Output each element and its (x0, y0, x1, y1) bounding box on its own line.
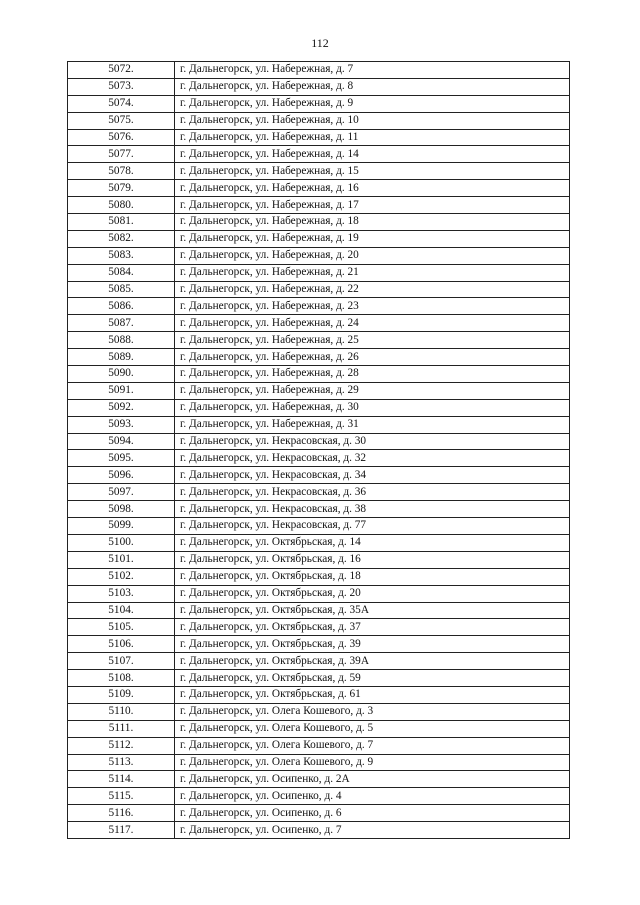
table-row (68, 298, 570, 315)
table-row (68, 670, 570, 687)
row-number: 5097. (68, 484, 175, 501)
row-number: 5079. (68, 180, 175, 197)
table-row (68, 805, 570, 822)
table-row (68, 484, 570, 501)
table-row (68, 450, 570, 467)
table-row (68, 737, 570, 754)
row-number: 5117. (68, 822, 175, 839)
table-row (68, 720, 570, 737)
table-row (68, 399, 570, 416)
address-table-body (68, 62, 570, 839)
row-address: г. Дальнегорск, ул. Набережная, д. 8 (175, 78, 570, 95)
row-address: г. Дальнегорск, ул. Набережная, д. 24 (175, 315, 570, 332)
row-address: г. Дальнегорск, ул. Октябрьская, д. 61 (175, 686, 570, 703)
row-address: г. Дальнегорск, ул. Некрасовская, д. 32 (175, 450, 570, 467)
row-number: 5110. (68, 703, 175, 720)
row-number: 5091. (68, 382, 175, 399)
table-row (68, 653, 570, 670)
table-row (68, 366, 570, 383)
row-number: 5105. (68, 619, 175, 636)
row-number: 5076. (68, 129, 175, 146)
row-number: 5098. (68, 501, 175, 518)
page-number: 112 (311, 36, 329, 50)
table-row (68, 180, 570, 197)
row-number: 5114. (68, 771, 175, 788)
row-number: 5073. (68, 78, 175, 95)
row-address: г. Дальнегорск, ул. Некрасовская, д. 77 (175, 518, 570, 535)
table-row (68, 686, 570, 703)
row-address: г. Дальнегорск, ул. Набережная, д. 30 (175, 399, 570, 416)
table-row (68, 281, 570, 298)
row-number: 5092. (68, 399, 175, 416)
row-address: г. Дальнегорск, ул. Набережная, д. 10 (175, 112, 570, 129)
address-table (67, 61, 570, 839)
row-address: г. Дальнегорск, ул. Набережная, д. 11 (175, 129, 570, 146)
row-number: 5087. (68, 315, 175, 332)
table-row (68, 771, 570, 788)
row-address: г. Дальнегорск, ул. Некрасовская, д. 34 (175, 467, 570, 484)
row-number: 5115. (68, 788, 175, 805)
table-row (68, 146, 570, 163)
table-row (68, 602, 570, 619)
table-row (68, 788, 570, 805)
row-number: 5112. (68, 737, 175, 754)
row-number: 5102. (68, 568, 175, 585)
table-row (68, 551, 570, 568)
row-number: 5101. (68, 551, 175, 568)
table-row (68, 822, 570, 839)
table-row (68, 534, 570, 551)
row-number: 5077. (68, 146, 175, 163)
row-address: г. Дальнегорск, ул. Олега Кошевого, д. 3 (175, 703, 570, 720)
table-row (68, 163, 570, 180)
row-number: 5075. (68, 112, 175, 129)
row-number: 5104. (68, 602, 175, 619)
row-number: 5116. (68, 805, 175, 822)
row-address: г. Дальнегорск, ул. Набережная, д. 28 (175, 366, 570, 383)
table-row (68, 636, 570, 653)
table-row (68, 129, 570, 146)
row-address: г. Дальнегорск, ул. Октябрьская, д. 39 (175, 636, 570, 653)
table-row (68, 315, 570, 332)
row-number: 5096. (68, 467, 175, 484)
row-address: г. Дальнегорск, ул. Октябрьская, д. 16 (175, 551, 570, 568)
row-address: г. Дальнегорск, ул. Октябрьская, д. 35А (175, 602, 570, 619)
row-number: 5107. (68, 653, 175, 670)
row-address: г. Дальнегорск, ул. Октябрьская, д. 59 (175, 670, 570, 687)
table-row (68, 247, 570, 264)
table-row (68, 754, 570, 771)
row-number: 5082. (68, 230, 175, 247)
table-row (68, 416, 570, 433)
table-row (68, 197, 570, 214)
row-address: г. Дальнегорск, ул. Олега Кошевого, д. 5 (175, 720, 570, 737)
row-number: 5078. (68, 163, 175, 180)
table-row (68, 230, 570, 247)
row-address: г. Дальнегорск, ул. Олега Кошевого, д. 9 (175, 754, 570, 771)
table-row (68, 433, 570, 450)
table-row (68, 349, 570, 366)
row-address: г. Дальнегорск, ул. Набережная, д. 9 (175, 95, 570, 112)
row-address: г. Дальнегорск, ул. Осипенко, д. 4 (175, 788, 570, 805)
row-address: г. Дальнегорск, ул. Набережная, д. 29 (175, 382, 570, 399)
row-address: г. Дальнегорск, ул. Некрасовская, д. 38 (175, 501, 570, 518)
table-row (68, 467, 570, 484)
table-row (68, 112, 570, 129)
table-row (68, 62, 570, 79)
row-number: 5084. (68, 264, 175, 281)
table-row (68, 332, 570, 349)
table-row (68, 95, 570, 112)
row-number: 5109. (68, 686, 175, 703)
row-number: 5080. (68, 197, 175, 214)
row-address: г. Дальнегорск, ул. Октябрьская, д. 37 (175, 619, 570, 636)
table-row (68, 214, 570, 231)
row-address: г. Дальнегорск, ул. Осипенко, д. 6 (175, 805, 570, 822)
table-row (68, 518, 570, 535)
row-address: г. Дальнегорск, ул. Октябрьская, д. 18 (175, 568, 570, 585)
row-number: 5088. (68, 332, 175, 349)
table-row (68, 264, 570, 281)
row-number: 5100. (68, 534, 175, 551)
row-address: г. Дальнегорск, ул. Набережная, д. 15 (175, 163, 570, 180)
row-number: 5086. (68, 298, 175, 315)
table-row (68, 585, 570, 602)
row-number: 5093. (68, 416, 175, 433)
table-row (68, 78, 570, 95)
row-address: г. Дальнегорск, ул. Осипенко, д. 2А (175, 771, 570, 788)
row-address: г. Дальнегорск, ул. Набережная, д. 21 (175, 264, 570, 281)
row-number: 5094. (68, 433, 175, 450)
row-address: г. Дальнегорск, ул. Набережная, д. 26 (175, 349, 570, 366)
row-number: 5111. (68, 720, 175, 737)
row-number: 5072. (68, 62, 175, 79)
row-address: г. Дальнегорск, ул. Набережная, д. 17 (175, 197, 570, 214)
row-number: 5099. (68, 518, 175, 535)
row-address: г. Дальнегорск, ул. Осипенко, д. 7 (175, 822, 570, 839)
row-address: г. Дальнегорск, ул. Набережная, д. 22 (175, 281, 570, 298)
table-row (68, 703, 570, 720)
row-address: г. Дальнегорск, ул. Октябрьская, д. 20 (175, 585, 570, 602)
row-number: 5085. (68, 281, 175, 298)
row-address: г. Дальнегорск, ул. Набережная, д. 25 (175, 332, 570, 349)
row-number: 5074. (68, 95, 175, 112)
row-address: г. Дальнегорск, ул. Набережная, д. 16 (175, 180, 570, 197)
row-number: 5106. (68, 636, 175, 653)
table-row (68, 501, 570, 518)
row-number: 5108. (68, 670, 175, 687)
row-number: 5113. (68, 754, 175, 771)
table-row (68, 382, 570, 399)
row-address: г. Дальнегорск, ул. Набережная, д. 18 (175, 214, 570, 231)
row-number: 5089. (68, 349, 175, 366)
row-number: 5095. (68, 450, 175, 467)
row-address: г. Дальнегорск, ул. Набережная, д. 20 (175, 247, 570, 264)
row-address: г. Дальнегорск, ул. Набережная, д. 7 (175, 62, 570, 79)
row-address: г. Дальнегорск, ул. Набережная, д. 14 (175, 146, 570, 163)
row-address: г. Дальнегорск, ул. Олега Кошевого, д. 7 (175, 737, 570, 754)
row-number: 5083. (68, 247, 175, 264)
row-address: г. Дальнегорск, ул. Набережная, д. 23 (175, 298, 570, 315)
row-number: 5103. (68, 585, 175, 602)
row-address: г. Дальнегорск, ул. Набережная, д. 19 (175, 230, 570, 247)
row-address: г. Дальнегорск, ул. Некрасовская, д. 30 (175, 433, 570, 450)
row-number: 5090. (68, 366, 175, 383)
row-address: г. Дальнегорск, ул. Октябрьская, д. 14 (175, 534, 570, 551)
table-row (68, 568, 570, 585)
table-row (68, 619, 570, 636)
row-address: г. Дальнегорск, ул. Октябрьская, д. 39А (175, 653, 570, 670)
row-address: г. Дальнегорск, ул. Некрасовская, д. 36 (175, 484, 570, 501)
row-address: г. Дальнегорск, ул. Набережная, д. 31 (175, 416, 570, 433)
row-number: 5081. (68, 214, 175, 231)
